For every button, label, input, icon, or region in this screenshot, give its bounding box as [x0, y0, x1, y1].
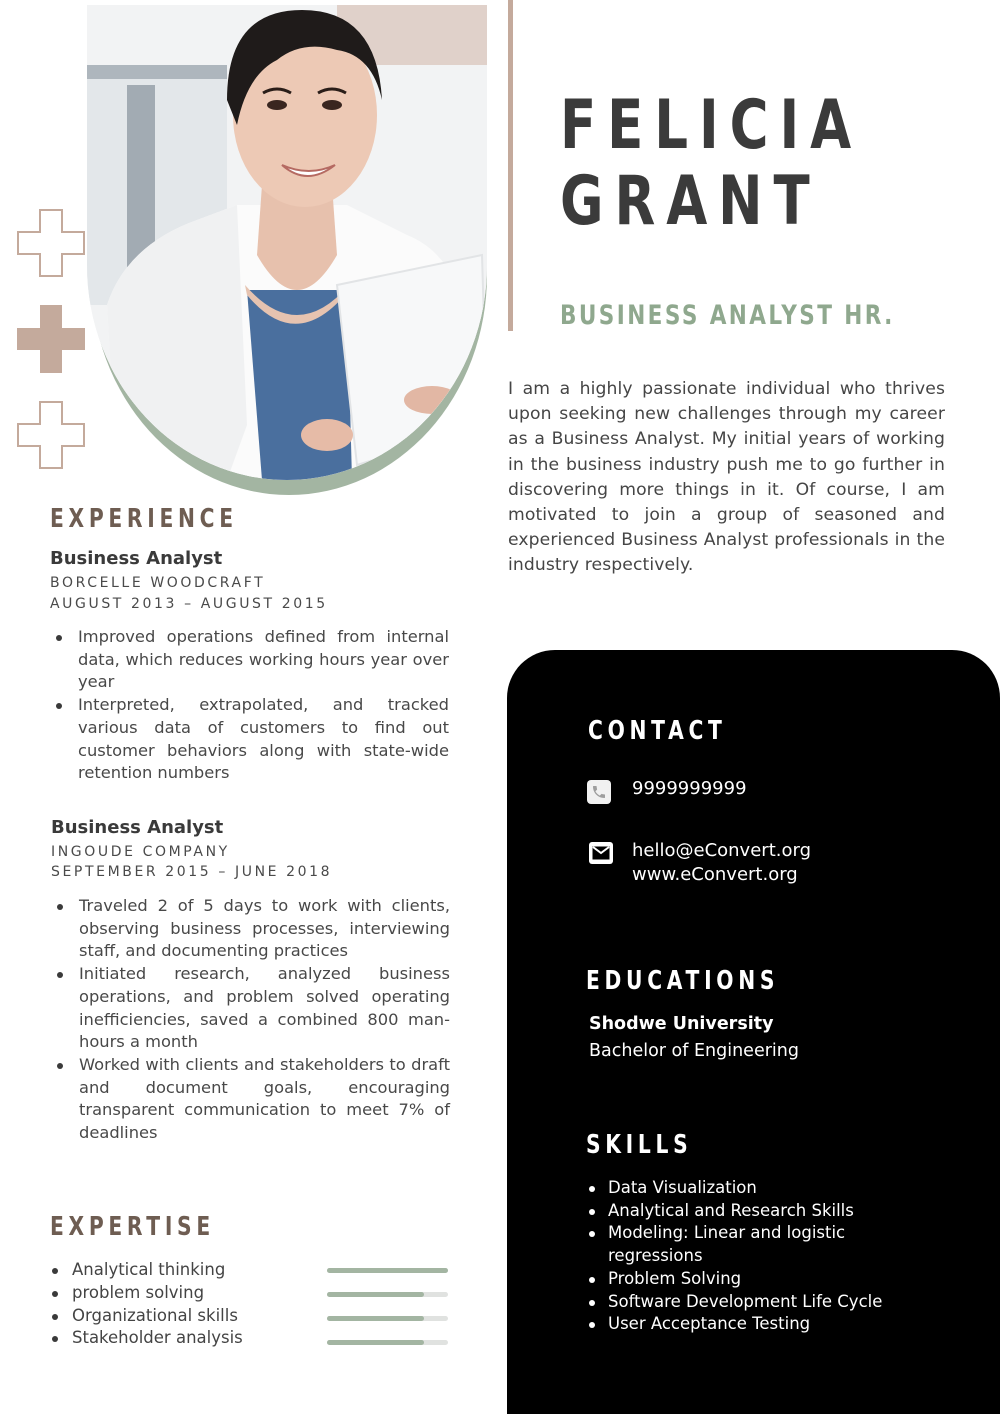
profile-photo — [87, 5, 487, 495]
education-heading: EDUCATIONS — [586, 966, 780, 996]
skill-item: Analytical and Research Skills — [580, 1200, 900, 1223]
education-school: Shodwe University — [589, 1014, 774, 1034]
job-2-bullets — [51, 895, 450, 1145]
expertise-list — [44, 1259, 243, 1350]
expertise-item: problem solving — [44, 1282, 243, 1305]
job-1-bullets — [50, 626, 449, 785]
job-2-bullet: Initiated research, analyzed business operations, and problem solved operating inefficiencies, saved a combined 800 man-hours a month — [51, 963, 450, 1054]
first-name: FELICIA — [560, 86, 863, 165]
phone-icon — [587, 780, 611, 804]
job-role: BUSINESS ANALYST HR. — [560, 300, 895, 331]
email-link[interactable]: hello@eConvert.org — [632, 840, 811, 861]
expertise-level-bar — [327, 1340, 448, 1345]
job-2-position: Business Analyst — [51, 817, 224, 838]
skill-item: Problem Solving — [580, 1268, 900, 1291]
job-2-dates: SEPTEMBER 2015 – JUNE 2018 — [51, 864, 333, 880]
education-degree: Bachelor of Engineering — [589, 1041, 799, 1061]
cross-outline-icon — [17, 209, 85, 277]
job-1-bullet: Interpreted, extrapolated, and tracked various data of customers to find out customer behaviors along with state-wide retention numbers — [50, 694, 449, 785]
profile-summary: I am a highly passionate individual who thrives upon seeking new challenges through my career as a Business Analyst. My initial years of working in the business industry push me to go further in discovering more things in it. Of course, I am motivated to join a group of seasoned and experienced Business Analyst professionals in the industry respectively. — [508, 379, 945, 576]
skills-heading: SKILLS — [586, 1130, 693, 1160]
expertise-level-fill — [327, 1268, 448, 1273]
expertise-item: Analytical thinking — [44, 1259, 243, 1282]
skill-item: Data Visualization — [580, 1177, 900, 1200]
candidate-name — [560, 88, 862, 240]
job-2-company: INGOUDE COMPANY — [51, 844, 230, 860]
job-1-dates: AUGUST 2013 – AUGUST 2015 — [50, 596, 328, 612]
expertise-item: Stakeholder analysis — [44, 1327, 243, 1350]
skill-item: User Acceptance Testing — [580, 1313, 900, 1336]
skill-item: Modeling: Linear and logistic regressions — [580, 1222, 900, 1267]
expertise-level-fill — [327, 1340, 424, 1345]
experience-heading: EXPERIENCE — [50, 504, 238, 534]
skill-item: Software Development Life Cycle — [580, 1291, 900, 1314]
expertise-level-bar — [327, 1316, 448, 1321]
website-link[interactable]: www.eConvert.org — [632, 864, 798, 885]
cross-filled-icon — [17, 305, 85, 373]
last-name: GRANT — [560, 162, 821, 241]
expertise-level-fill — [327, 1316, 424, 1321]
vertical-accent-line — [508, 0, 513, 331]
job-2-bullet: Traveled 2 of 5 days to work with clients, observing business processes, interviewing staff, and documenting practices — [51, 895, 450, 963]
portrait-illustration — [87, 5, 487, 480]
portrait-image — [87, 5, 487, 480]
mail-icon — [589, 842, 613, 864]
phone-number[interactable]: 9999999999 — [632, 778, 747, 799]
expertise-level-bar — [327, 1268, 448, 1273]
job-2-bullet: Worked with clients and stakeholders to draft and document goals, encouraging transparent communication to meet 7% of deadlines — [51, 1054, 450, 1145]
job-1-bullet: Improved operations defined from internal data, which reduces working hours year over year — [50, 626, 449, 694]
expertise-item: Organizational skills — [44, 1305, 243, 1328]
job-1-company: BORCELLE WOODCRAFT — [50, 575, 266, 591]
expertise-heading: EXPERTISE — [50, 1212, 215, 1242]
expertise-level-bar — [327, 1292, 448, 1297]
expertise-level-fill — [327, 1292, 424, 1297]
skills-list — [580, 1177, 900, 1336]
job-1-position: Business Analyst — [50, 548, 223, 569]
contact-heading: CONTACT — [588, 716, 727, 746]
cross-outline-icon — [17, 401, 85, 469]
